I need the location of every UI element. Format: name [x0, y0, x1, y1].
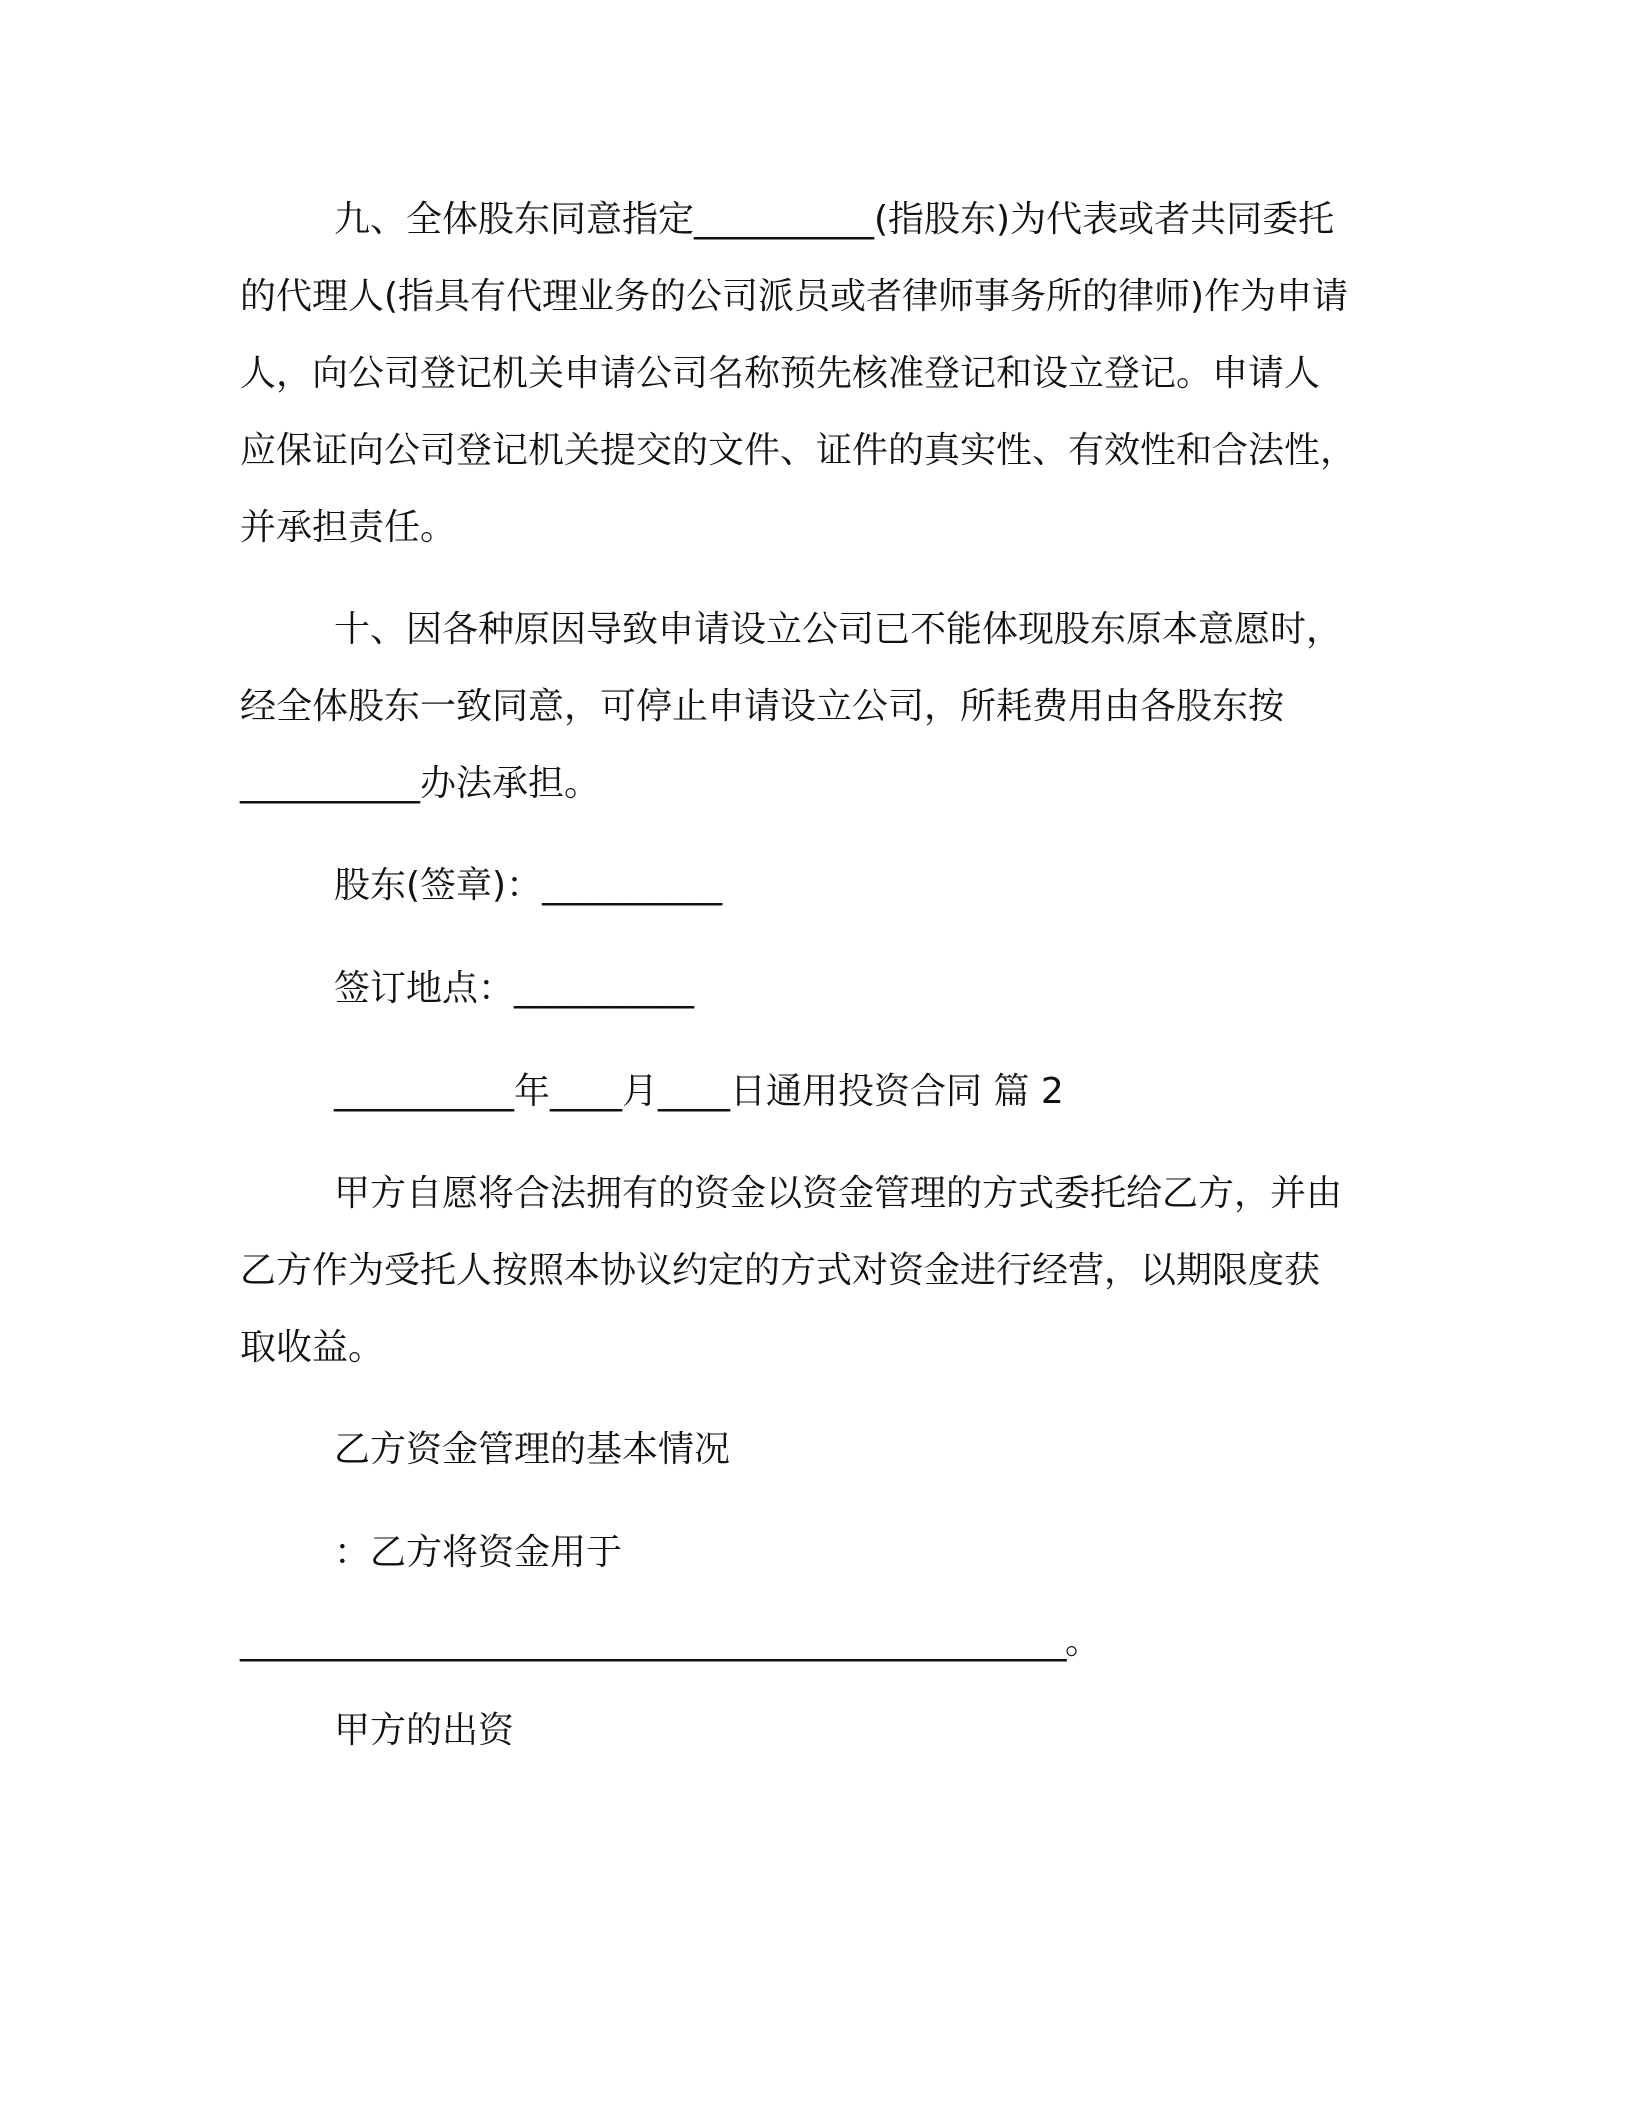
section-a-heading: 甲方的出资: [334, 1710, 515, 1751]
fund-use-blank-line: __________________________________________________。: [240, 1621, 1100, 1662]
article-10-line-2: 经全体股东一致同意，可停止申请设立公司，所耗费用由各股东按: [240, 686, 1285, 727]
section-b-heading: 乙方资金管理的基本情况: [334, 1429, 731, 1470]
signing-place-line: 签订地点：__________: [334, 968, 695, 1009]
article-10-line-3: __________办法承担。: [240, 763, 601, 804]
fund-use-label: ：乙方将资金用于: [334, 1532, 623, 1573]
article-9-line-3: 人，向公司登记机关申请公司名称预先核准登记和设立登记。申请人: [240, 353, 1321, 394]
article-9-line-4: 应保证向公司登记机关提交的文件、证件的真实性、有效性和合法性，: [240, 430, 1357, 471]
date-and-contract-heading: __________年____月____日通用投资合同 篇 2: [334, 1071, 1064, 1112]
intro-line-3: 取收益。: [240, 1327, 385, 1368]
article-9-line-1: 九、全体股东同意指定__________(指股东)为代表或者共同委托: [334, 199, 1335, 240]
article-9-line-5: 并承担责任。: [240, 507, 457, 548]
article-10-line-1: 十、因各种原因导致申请设立公司已不能体现股东原本意愿时，: [334, 609, 1343, 650]
intro-line-2: 乙方作为受托人按照本协议约定的方式对资金进行经营，以期限度获: [240, 1250, 1321, 1291]
intro-line-1: 甲方自愿将合法拥有的资金以资金管理的方式委托给乙方，并由: [334, 1173, 1343, 1214]
shareholder-signature-line: 股东(签章)：__________: [334, 865, 723, 906]
article-9-line-2: 的代理人(指具有代理业务的公司派员或者律师事务所的律师)作为申请: [240, 276, 1349, 317]
